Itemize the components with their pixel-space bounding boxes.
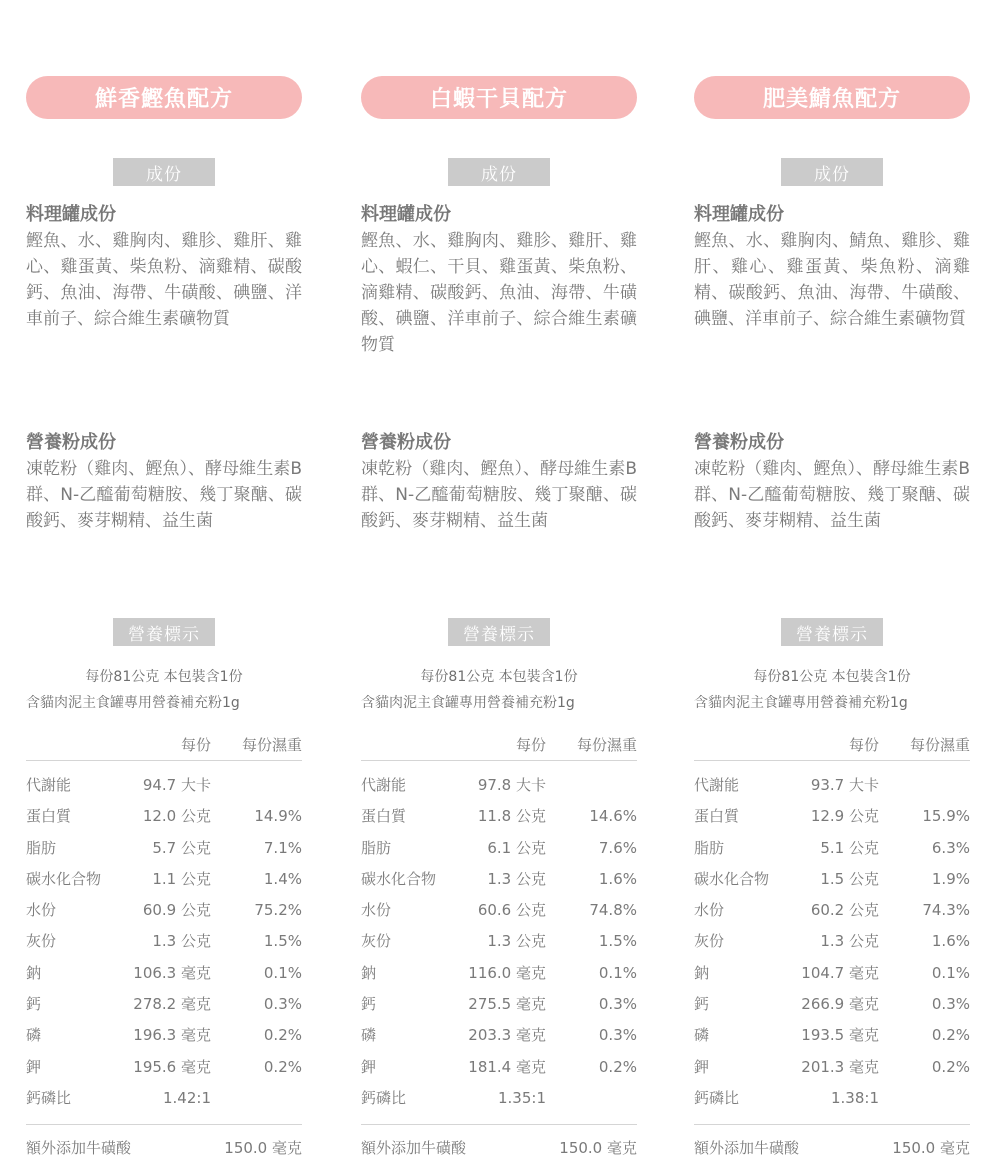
table-row [694, 833, 970, 864]
table-row [361, 1052, 637, 1083]
nutrient-value: 94.7 大卡 [142, 776, 211, 794]
table-row [26, 801, 302, 832]
nutrient-percent: 0.3% [598, 995, 637, 1014]
nutrient-name: 鉀 [26, 1057, 42, 1076]
recipe-title: 白蝦干貝配方 [361, 76, 637, 119]
extra-taurine-row [26, 1124, 302, 1163]
nutrient-name: 灰份 [694, 932, 725, 951]
nutrient-name: 鈣磷比 [361, 1088, 407, 1107]
per-serving-header: 每份 [180, 736, 211, 754]
table-row [694, 926, 970, 957]
table-row [26, 833, 302, 864]
extra-taurine-label: 額外添加牛磺酸 [694, 1139, 800, 1158]
extra-taurine-label: 額外添加牛磺酸 [361, 1139, 467, 1158]
nutrient-percent: 7.6% [598, 838, 637, 857]
table-row [26, 1083, 302, 1114]
nutrient-value: 1.3 公克 [487, 932, 546, 951]
nutrient-percent: 0.3% [598, 1026, 637, 1045]
nutrient-name: 水份 [26, 901, 57, 920]
table-row [694, 801, 970, 832]
nutrition-table-header [361, 734, 637, 761]
recipe-column-shrimp-scallop [361, 76, 637, 1163]
serving-line-1: 每份81公克 本包裝含1份 [85, 669, 243, 685]
nutrient-name: 磷 [26, 1026, 42, 1045]
nutrient-value: 6.1 公克 [487, 838, 546, 857]
ingredients-tag: 成份 [113, 158, 215, 186]
nutrient-percent: 0.1% [598, 963, 637, 982]
nutrient-name: 脂肪 [361, 838, 392, 857]
nutrient-value: 11.8 公克 [477, 807, 546, 826]
nutrient-name: 鈣 [26, 995, 42, 1014]
nutrient-percent: 0.1% [931, 963, 970, 982]
nutrient-percent: 1.4% [263, 869, 302, 888]
nutrient-percent: 0.2% [263, 1057, 302, 1076]
table-row [361, 1020, 637, 1051]
nutrient-percent: 6.3% [931, 838, 970, 857]
nutrient-percent: 1.6% [931, 932, 970, 951]
table-row [26, 895, 302, 926]
nutrient-percent: 74.8% [589, 901, 637, 920]
powder-ingredients-text: 凍乾粉（雞肉、鰹魚）、酵母維生素B群、N-乙醯葡萄糖胺、幾丁聚醣、碳酸鈣、麥芽糊精、益生菌 [26, 459, 302, 531]
nutrient-percent: 75.2% [254, 901, 302, 920]
nutrient-name: 水份 [694, 901, 725, 920]
nutrient-name: 代謝能 [26, 776, 72, 794]
nutrient-percent: 0.1% [263, 963, 302, 982]
table-row [361, 926, 637, 957]
nutrient-name: 代謝能 [694, 776, 740, 794]
nutrient-name: 水份 [361, 901, 392, 920]
nutrient-name: 磷 [361, 1026, 377, 1045]
nutrient-percent: 1.5% [598, 932, 637, 951]
nutrient-value: 12.0 公克 [142, 807, 211, 826]
powder-ingredients-text: 凍乾粉（雞肉、鰹魚）、酵母維生素B群、N-乙醯葡萄糖胺、幾丁聚醣、碳酸鈣、麥芽糊精、益生菌 [694, 459, 970, 531]
can-ingredients-heading: 料理罐成份 [361, 204, 451, 225]
nutrient-name: 磷 [694, 1026, 710, 1045]
nutrient-value: 203.3 毫克 [468, 1026, 546, 1045]
table-row [26, 770, 302, 801]
can-ingredients-heading: 料理罐成份 [694, 204, 784, 225]
nutrient-percent: 0.2% [931, 1057, 970, 1076]
nutrient-value: 106.3 毫克 [133, 963, 211, 982]
nutrient-name: 鈉 [694, 963, 710, 982]
serving-line-2: 含貓肉泥主食罐專用營養補充粉1g [694, 695, 908, 711]
table-row [361, 833, 637, 864]
table-row [694, 958, 970, 989]
nutrient-value: 181.4 毫克 [468, 1057, 546, 1076]
nutrient-name: 鈣磷比 [26, 1088, 72, 1107]
nutrient-name: 蛋白質 [694, 807, 740, 826]
table-row [694, 1083, 970, 1114]
nutrient-value: 93.7 大卡 [810, 776, 879, 794]
nutrition-table-header [694, 734, 970, 761]
nutrition-tag: 營養標示 [448, 618, 550, 646]
nutrient-value: 1.5 公克 [820, 869, 879, 888]
nutrient-value: 1.42:1 [163, 1088, 211, 1107]
nutrient-value: 201.3 毫克 [801, 1057, 879, 1076]
nutrient-value: 5.7 公克 [152, 838, 211, 857]
table-row [361, 989, 637, 1020]
nutrition-table [694, 770, 970, 1114]
nutrient-name: 碳水化合物 [26, 869, 102, 888]
table-row [694, 864, 970, 895]
nutrient-value: 116.0 毫克 [468, 963, 546, 982]
nutrient-name: 碳水化合物 [361, 869, 437, 888]
table-row [694, 770, 970, 801]
per-serving-wet-weight-header: 每份濕重 [241, 736, 302, 754]
nutrient-name: 灰份 [26, 932, 57, 951]
nutrition-table [361, 770, 637, 1114]
table-row [26, 958, 302, 989]
nutrient-percent: 1.6% [598, 869, 637, 888]
nutrient-value: 104.7 毫克 [801, 963, 879, 982]
serving-line-1: 每份81公克 本包裝含1份 [753, 669, 911, 685]
extra-taurine-row [361, 1124, 637, 1163]
table-row [361, 864, 637, 895]
table-row [361, 801, 637, 832]
nutrient-percent: 1.5% [263, 932, 302, 951]
nutrient-percent: 0.2% [598, 1057, 637, 1076]
nutrient-percent: 0.2% [931, 1026, 970, 1045]
nutrient-value: 193.5 毫克 [801, 1026, 879, 1045]
nutrient-value: 97.8 大卡 [477, 776, 546, 794]
nutrient-name: 代謝能 [361, 776, 407, 794]
nutrient-percent: 0.3% [931, 995, 970, 1014]
nutrient-percent: 0.2% [263, 1026, 302, 1045]
table-row [361, 958, 637, 989]
powder-ingredients-heading: 營養粉成份 [361, 432, 451, 453]
table-row [694, 1020, 970, 1051]
nutrient-name: 鈣 [694, 995, 710, 1014]
nutrient-value: 278.2 毫克 [133, 995, 211, 1014]
nutrient-value: 1.38:1 [831, 1088, 879, 1107]
nutrient-value: 1.3 公克 [487, 869, 546, 888]
nutrient-value: 195.6 毫克 [133, 1057, 211, 1076]
recipe-title: 鮮香鰹魚配方 [26, 76, 302, 119]
nutrient-percent: 74.3% [922, 901, 970, 920]
nutrient-name: 蛋白質 [361, 807, 407, 826]
nutrient-value: 196.3 毫克 [133, 1026, 211, 1045]
nutrition-tag: 營養標示 [781, 618, 883, 646]
table-row [26, 864, 302, 895]
extra-taurine-value: 150.0 毫克 [892, 1139, 970, 1158]
nutrient-name: 鈉 [26, 963, 42, 982]
nutrient-name: 鈉 [361, 963, 377, 982]
per-serving-header: 每份 [848, 736, 879, 754]
table-row [361, 895, 637, 926]
extra-taurine-row [694, 1124, 970, 1163]
nutrient-value: 60.2 公克 [810, 901, 879, 920]
powder-ingredients-text: 凍乾粉（雞肉、鰹魚）、酵母維生素B群、N-乙醯葡萄糖胺、幾丁聚醣、碳酸鈣、麥芽糊精、益生菌 [361, 459, 637, 531]
per-serving-header: 每份 [515, 736, 546, 754]
nutrient-name: 碳水化合物 [694, 869, 770, 888]
nutrient-value: 60.9 公克 [142, 901, 211, 920]
powder-ingredients-heading: 營養粉成份 [26, 432, 116, 453]
extra-taurine-label: 額外添加牛磺酸 [26, 1139, 132, 1158]
nutrient-value: 5.1 公克 [820, 838, 879, 857]
nutrient-value: 1.1 公克 [152, 869, 211, 888]
nutrient-percent: 0.3% [263, 995, 302, 1014]
can-ingredients-heading: 料理罐成份 [26, 204, 116, 225]
nutrient-percent: 7.1% [263, 838, 302, 857]
recipe-column-bonito [26, 76, 302, 1163]
can-ingredients-text: 鰹魚、水、雞胸肉、鯖魚、雞胗、雞肝、雞心、雞蛋黃、柴魚粉、滴雞精、碳酸鈣、魚油、海帶、牛磺酸、碘鹽、洋車前子、綜合維生素礦物質 [694, 231, 970, 329]
nutrient-name: 蛋白質 [26, 807, 72, 826]
table-row [26, 1020, 302, 1051]
serving-info [26, 664, 302, 716]
nutrient-value: 60.6 公克 [477, 901, 546, 920]
table-row [26, 1052, 302, 1083]
nutrient-percent: 14.9% [254, 807, 302, 826]
ingredients-tag: 成份 [781, 158, 883, 186]
table-row [26, 989, 302, 1020]
serving-info [361, 664, 637, 716]
nutrition-table [26, 770, 302, 1114]
nutrient-name: 鉀 [694, 1057, 710, 1076]
can-ingredients-text: 鰹魚、水、雞胸肉、雞胗、雞肝、雞心、雞蛋黃、柴魚粉、滴雞精、碳酸鈣、魚油、海帶、牛磺酸、碘鹽、洋車前子、綜合維生素礦物質 [26, 231, 302, 329]
table-row [694, 895, 970, 926]
nutrient-name: 鈣磷比 [694, 1088, 740, 1107]
nutrient-value: 1.3 公克 [820, 932, 879, 951]
nutrient-value: 12.9 公克 [810, 807, 879, 826]
serving-info [694, 664, 970, 716]
nutrient-value: 1.3 公克 [152, 932, 211, 951]
nutrient-name: 鉀 [361, 1057, 377, 1076]
nutrient-value: 275.5 毫克 [468, 995, 546, 1014]
extra-taurine-value: 150.0 毫克 [559, 1139, 637, 1158]
nutrient-name: 鈣 [361, 995, 377, 1014]
can-ingredients-text: 鰹魚、水、雞胸肉、雞胗、雞肝、雞心、蝦仁、干貝、雞蛋黃、柴魚粉、滴雞精、碳酸鈣、魚油、海帶、牛磺酸、碘鹽、洋車前子、綜合維生素礦物質 [361, 231, 637, 355]
recipe-column-mackerel [694, 76, 970, 1163]
table-row [26, 926, 302, 957]
serving-line-2: 含貓肉泥主食罐專用營養補充粉1g [26, 695, 240, 711]
nutrient-percent: 1.9% [931, 869, 970, 888]
table-row [694, 1052, 970, 1083]
serving-line-1: 每份81公克 本包裝含1份 [420, 669, 578, 685]
nutrient-percent: 15.9% [922, 807, 970, 826]
per-serving-wet-weight-header: 每份濕重 [576, 736, 637, 754]
nutrition-table-header [26, 734, 302, 761]
nutrient-name: 脂肪 [694, 838, 725, 857]
table-row [694, 989, 970, 1020]
nutrition-tag: 營養標示 [113, 618, 215, 646]
extra-taurine-value: 150.0 毫克 [224, 1139, 302, 1158]
nutrient-percent: 14.6% [589, 807, 637, 826]
serving-line-2: 含貓肉泥主食罐專用營養補充粉1g [361, 695, 575, 711]
nutrient-value: 266.9 毫克 [801, 995, 879, 1014]
table-row [361, 1083, 637, 1114]
nutrient-name: 灰份 [361, 932, 392, 951]
nutrient-name: 脂肪 [26, 838, 57, 857]
recipe-title: 肥美鯖魚配方 [694, 76, 970, 119]
table-row [361, 770, 637, 801]
nutrient-value: 1.35:1 [498, 1088, 546, 1107]
per-serving-wet-weight-header: 每份濕重 [909, 736, 970, 754]
powder-ingredients-heading: 營養粉成份 [694, 432, 784, 453]
ingredients-tag: 成份 [448, 158, 550, 186]
